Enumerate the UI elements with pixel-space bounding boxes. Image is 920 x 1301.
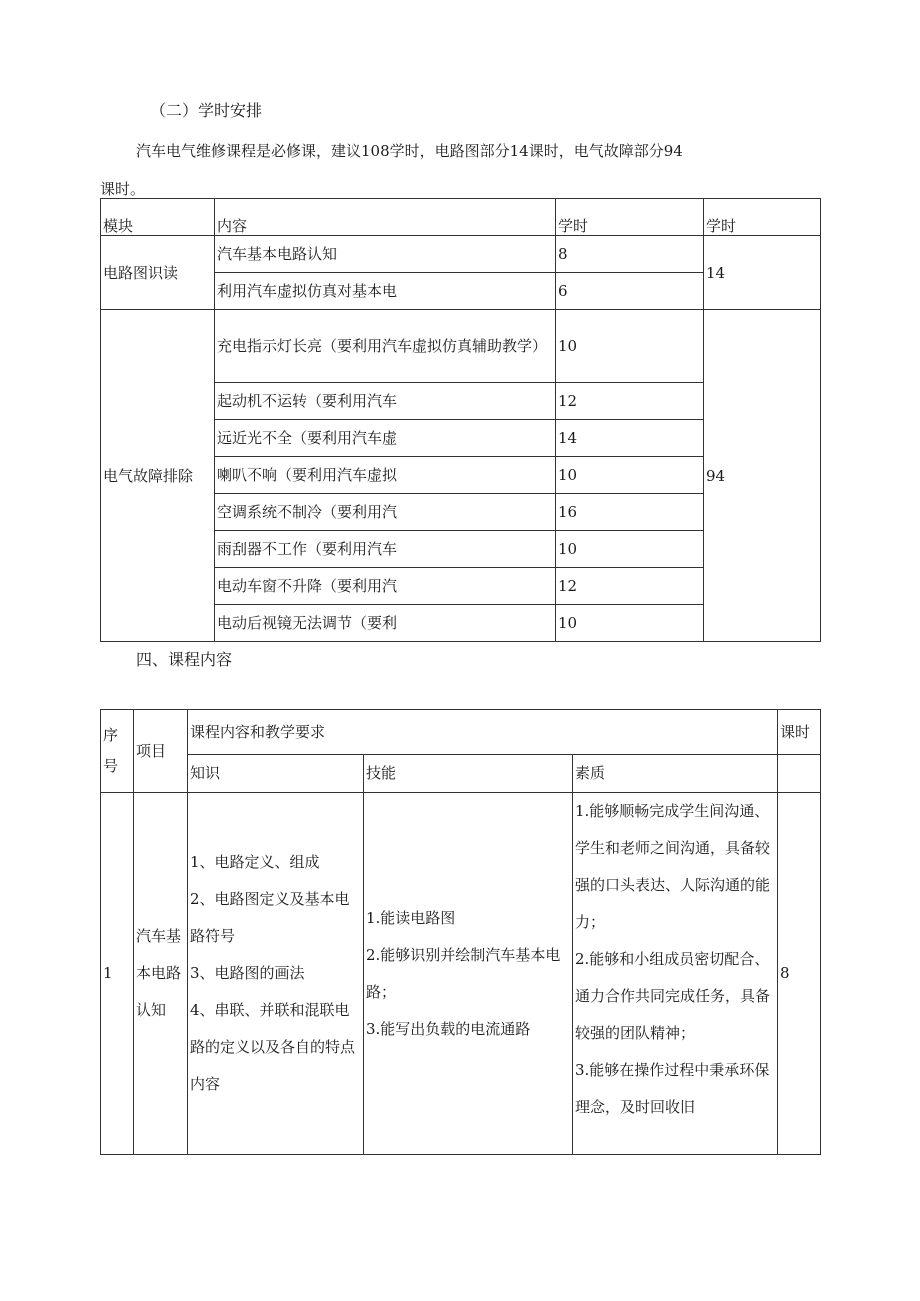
quality-cell — [573, 793, 778, 1155]
hours-cell: 8 — [556, 236, 704, 273]
list-item: 2.能够和小组成员密切配合、通力合作共同完成任务，具备较强的团队精神； — [575, 950, 771, 1042]
hours-cell: 12 — [556, 568, 704, 605]
header-project: 项目 — [134, 710, 188, 793]
table-row — [101, 310, 821, 383]
header-hours: 课时 — [778, 710, 821, 755]
section-heading-hours: （二）学时安排 — [150, 101, 263, 120]
hours-cell: 10 — [556, 605, 704, 642]
table-header-row — [101, 199, 821, 236]
list-item: 3、电路图的画法 — [190, 964, 305, 982]
header-module: 模块 — [101, 199, 215, 236]
header-total-hours: 学时 — [704, 199, 821, 236]
header-seq: 序号 — [101, 710, 134, 793]
section-heading-content: 四、课程内容 — [136, 650, 233, 669]
table-header-row — [101, 710, 821, 755]
knowledge-cell — [188, 793, 364, 1155]
module-cell: 电路图识读 — [101, 236, 215, 310]
hours-cell: 8 — [778, 793, 821, 1155]
list-item: 1.能读电路图 — [366, 908, 456, 927]
hours-cell: 10 — [556, 310, 704, 383]
hours-cell: 12 — [556, 383, 704, 420]
hours-cell: 6 — [556, 273, 704, 310]
table-row — [101, 236, 821, 273]
hours-cell: 16 — [556, 494, 704, 531]
list-item: 2.能够识别并绘制汽车基本电路； — [366, 945, 561, 1001]
list-item: 2、电路图定义及基本电路符号 — [190, 890, 350, 945]
content-cell: 电动车窗不升降（要利用汽 — [215, 568, 556, 605]
hours-cell: 10 — [556, 457, 704, 494]
skills-cell — [364, 793, 573, 1155]
content-cell: 汽车基本电路认知 — [215, 236, 556, 273]
list-item: 3.能够在操作过程中秉承环保理念，及时回收旧 — [575, 1061, 770, 1116]
total-hours-cell: 94 — [704, 310, 821, 642]
content-cell: 起动机不运转（要利用汽车 — [215, 383, 556, 420]
content-cell: 利用汽车虚拟仿真对基本电 — [215, 273, 556, 310]
list-item: 4、串联、并联和混联电路的定义以及各自的特点内容 — [190, 1001, 356, 1093]
table-subheader-row — [101, 755, 821, 793]
content-cell: 电动后视镜无法调节（要利 — [215, 605, 556, 642]
table-row — [101, 793, 821, 1155]
header-requirements: 课程内容和教学要求 — [188, 710, 778, 755]
content-cell: 喇叭不响（要利用汽车虚拟 — [215, 457, 556, 494]
header-skills: 技能 — [364, 755, 573, 793]
content-cell: 雨刮器不工作（要利用汽车 — [215, 531, 556, 568]
header-quality: 素质 — [573, 755, 778, 793]
content-cell: 充电指示灯长亮（要利用汽车虚拟仿真辅助教学） — [215, 310, 556, 383]
list-item: 1.能够顺畅完成学生间沟通、学生和老师之间沟通，具备较强的口头表达、人际沟通的能力； — [575, 802, 771, 931]
header-content: 内容 — [215, 199, 556, 236]
intro-paragraph-line1: 汽车电气维修课程是必修课，建议108学时，电路图部分14课时，电气故障部分94 — [136, 142, 683, 160]
module-cell: 电气故障排除 — [101, 310, 215, 642]
content-table — [100, 709, 821, 1155]
intro-paragraph-line2: 课时。 — [100, 180, 146, 198]
seq-cell: 1 — [101, 793, 134, 1155]
content-cell: 空调系统不制冷（要利用汽 — [215, 494, 556, 531]
header-hours-empty — [778, 755, 821, 793]
total-hours-cell: 14 — [704, 236, 821, 310]
list-item: 3.能写出负载的电流通路 — [366, 1019, 531, 1038]
header-knowledge: 知识 — [188, 755, 364, 793]
hours-table — [100, 198, 821, 642]
header-hours: 学时 — [556, 199, 704, 236]
list-item: 1、电路定义、组成 — [190, 853, 320, 871]
hours-cell: 14 — [556, 420, 704, 457]
content-cell: 远近光不全（要利用汽车虚 — [215, 420, 556, 457]
project-cell: 汽车基本电路认知 — [134, 793, 188, 1155]
hours-cell: 10 — [556, 531, 704, 568]
